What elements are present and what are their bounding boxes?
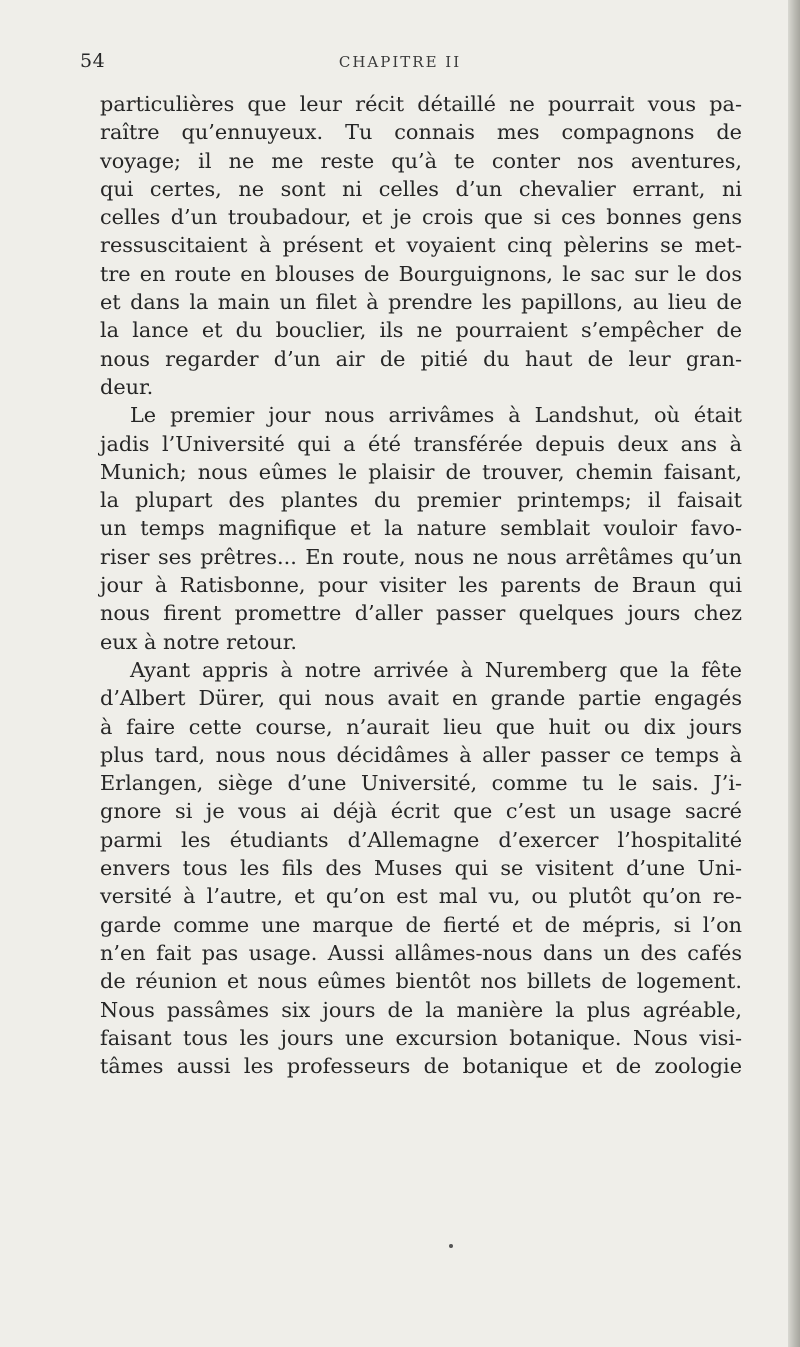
text-line: d’Albert Dürer, qui nous avait en grande partie engagés [100,686,742,711]
text-line: envers tous les fils des Muses qui se visitent d’une Uni- [100,856,742,881]
text-line: jour à Ratisbonne, pour visiter les parents de Braun qui [100,573,742,598]
text-line: la plupart des plantes du premier printemps; il faisait [100,488,742,513]
text-line: Erlangen, siège d’une Université, comme tu le sais. J’i- [100,771,742,796]
text-line: tâmes aussi les professeurs de botanique et de zoologie [100,1054,742,1079]
text-line: de réunion et nous eûmes bientôt nos billets de logement. [100,969,742,994]
text-line: la lance et du bouclier, ils ne pourraient s’empêcher de [100,318,742,343]
text-line: nous regarder d’un air de pitié du haut de leur gran- [100,346,742,371]
text-line: plus tard, nous nous décidâmes à aller passer ce temps à [100,742,742,767]
page-number: 54 [80,50,106,72]
text-line: ressuscitaient à présent et voyaient cinq pèlerins se met- [100,233,742,258]
text-line: jadis l’Université qui a été transférée depuis deux ans à [100,431,742,456]
running-head: CHAPITRE II [338,53,462,71]
text-line: riser ses prêtres... En route, nous ne nous arrêtâmes qu’un [100,544,742,569]
text-line: particulières que leur récit détaillé ne pourrait vous pa- [100,92,742,116]
text-line: Nous passâmes six jours de la manière la plus agréable, [100,997,742,1022]
text-line: et dans la main un filet à prendre les papillons, au lieu de [100,290,742,315]
text-line: Le premier jour nous arrivâmes à Landshut, où était [130,403,742,428]
text-line: gnore si je vous ai déjà écrit que c’est un usage sacré [100,799,742,824]
text-line: voyage; il ne me reste qu’à te conter nos aventures, [100,148,742,173]
text-line: versité à l’autre, et qu’on est mal vu, ou plutôt qu’on re- [100,884,742,909]
text-line: eux à notre retour. [100,629,297,654]
text-line: garde comme une marque de fierté et de mépris, si l’on [100,912,742,937]
text-line: tre en route en blouses de Bourguignons, le sac sur le dos [100,261,742,286]
text-line: qui certes, ne sont ni celles d’un chevalier errant, ni [100,176,742,201]
page-edge-shadow [788,0,800,1347]
text-line: deur. [100,374,154,399]
text-line: parmi les étudiants d’Allemagne d’exercer l’hospitalité [100,827,742,852]
text-line: n’en fait pas usage. Aussi allâmes-nous dans un des cafés [100,940,742,965]
text-line: un temps magnifique et la nature semblait vouloir favo- [100,516,742,541]
text-line: à faire cette course, n’aurait lieu que huit ou dix jours [100,714,742,739]
text-line: nous firent promettre d’aller passer quelques jours chez [100,601,742,626]
text-line: Ayant appris à notre arrivée à Nuremberg que la fête [130,657,742,682]
text-line: celles d’un troubadour, et je crois que si ces bonnes gens [100,205,742,230]
body-text [100,90,742,1080]
text-line: faisant tous les jours une excursion botanique. Nous visi- [100,1025,742,1050]
text-line: raître qu’ennuyeux. Tu connais mes compagnons de [100,120,742,145]
ink-speck [449,1244,453,1248]
text-line: Munich; nous eûmes le plaisir de trouver, chemin faisant, [100,459,742,484]
